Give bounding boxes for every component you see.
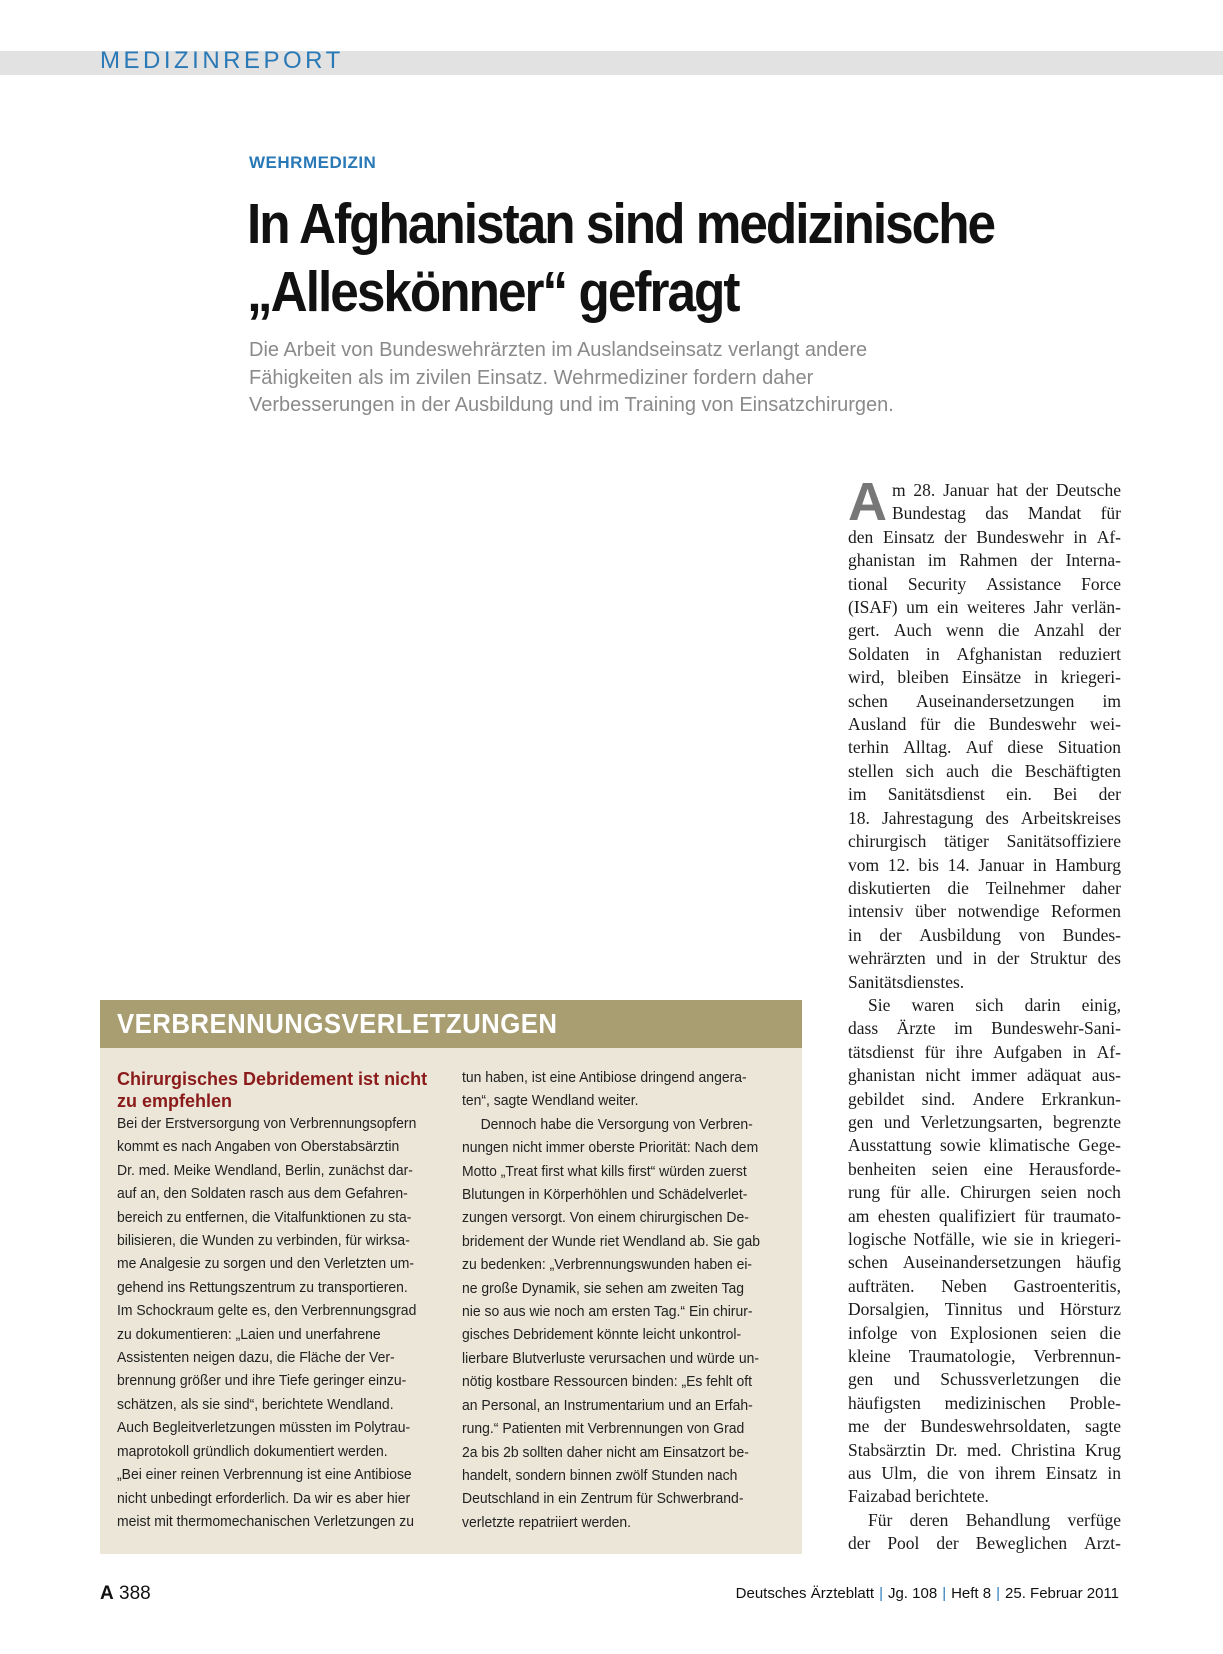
body-line: im Sanitätsdienst ein. Bei der	[848, 784, 1121, 805]
box-text-line: kommt es nach Angaben von Oberstabsärztin	[117, 1138, 400, 1156]
page-number	[100, 1583, 151, 1605]
box-text-line: me Analgesie zu sorgen und den Verletzten um-	[117, 1255, 415, 1273]
article-headline	[247, 190, 1057, 326]
box-title: VERBRENNUNGSVERLETZUNGEN	[117, 1008, 558, 1039]
body-line: benheiten seien eine Herausforde-	[848, 1158, 1121, 1179]
body-line: Ausland für die Bundeswehr wei-	[848, 714, 1121, 735]
body-line: Bundestag das Mandat für	[892, 503, 1121, 524]
body-line: Dorsalgien, Tinnitus und Hörsturz	[848, 1299, 1121, 1320]
body-line: der Pool der Beweglichen Arzt-	[848, 1533, 1121, 1554]
body-line: am ehesten qualifiziert für traumato-	[848, 1205, 1121, 1226]
body-line: diskutierten die Teilnehmer daher	[848, 877, 1121, 898]
headline-line: In Afghanistan sind medizinische	[247, 192, 995, 256]
body-line: Für deren Behandlung verfüge	[868, 1509, 1121, 1530]
box-text-line: „Bei einer reinen Verbrennung ist eine Antibiose	[117, 1466, 412, 1484]
box-text-line: tun haben, ist eine Antibiose dringend angera-	[462, 1069, 747, 1086]
body-line: Sie waren sich darin einig,	[868, 994, 1121, 1015]
body-line: wird, bleiben Einsätze in kriegeri-	[848, 667, 1121, 688]
sidebar-box	[100, 1000, 802, 1554]
body-line: wehrärzten und in der Struktur des	[848, 948, 1121, 969]
box-header	[100, 1000, 802, 1048]
footer-citation	[736, 1585, 1119, 1602]
box-subtitle-line: zu empfehlen	[117, 1091, 233, 1111]
body-line: Sanitätsdienstes.	[848, 971, 965, 992]
box-text-line: bilisieren, die Wunden zu verbinden, für wirksa-	[117, 1232, 410, 1250]
box-text-line: Bei der Erstversorgung von Verbrennungsopfern	[117, 1115, 417, 1132]
body-line: tätsdienst für ihre Aufgaben in Af-	[848, 1041, 1121, 1062]
separator: |	[996, 1585, 1001, 1602]
box-subtitle-line: Chirurgisches Debridement ist nicht	[117, 1069, 428, 1089]
box-subtitle	[117, 1068, 437, 1112]
box-text-line: bereich zu entfernen, die Vitalfunktionen zu sta-	[117, 1208, 412, 1226]
box-text-line: nungen nicht immer oberste Priorität: Nach dem	[462, 1139, 759, 1157]
body-line: (ISAF) um ein weiteres Jahr verlän-	[848, 597, 1121, 618]
body-line: logische Notfälle, wie sie in kriegeri-	[848, 1229, 1121, 1249]
separator: |	[879, 1585, 883, 1602]
standfirst-line: Die Arbeit von Bundeswehrärzten im Auslandseinsatz verlangt andere	[249, 339, 868, 361]
box-text-line: Im Schockraum gelte es, den Verbrennungsgrad	[117, 1302, 417, 1320]
article-body	[848, 472, 1121, 1556]
body-line: m 28. Januar hat der Deutsche	[892, 480, 1121, 500]
body-line: terhin Alltag. Auf diese Situation	[848, 737, 1121, 758]
body-line: gebildet sind. Andere Erkrankun-	[848, 1088, 1121, 1109]
body-line: ghanistan im Rahmen der Interna-	[848, 550, 1121, 571]
body-line: kleine Traumatologie, Verbrennun-	[848, 1346, 1121, 1367]
body-line: tional Security Assistance Force	[848, 573, 1121, 594]
box-text-line: Assistenten neigen dazu, die Fläche der Ver-	[117, 1349, 395, 1367]
box-text-line: Dennoch habe die Versorgung von Verbren-	[480, 1115, 753, 1133]
box-text-line: gehend ins Rettungszentrum zu transportieren.	[117, 1278, 408, 1296]
box-text-line: nie so aus wie noch am ersten Tag.“ Ein chirur-	[462, 1303, 753, 1321]
body-line: Faizabad berichtete.	[848, 1486, 989, 1507]
body-line: ghanistan nicht immer adäquat aus-	[848, 1065, 1121, 1086]
box-text-line: maprotokoll gründlich dokumentiert werden.	[117, 1442, 388, 1460]
box-text-line: gisches Debridement könnte leicht unkontrol-	[462, 1326, 742, 1344]
box-text-line: Motto „Treat first what kills first“ würden zuerst	[462, 1162, 747, 1180]
body-line: chirurgisch tätiger Sanitätsoffiziere	[848, 831, 1121, 852]
body-line: me der Bundeswehrsoldaten, sagte	[848, 1416, 1121, 1437]
box-text-line: brennung größer und ihre Tiefe geringer einzu-	[117, 1372, 407, 1390]
body-line: rung für alle. Chirurgen seien noch	[848, 1182, 1121, 1203]
box-text-line: meist mit thermomechanischen Verletzungen zu	[117, 1512, 414, 1530]
standfirst-line: Verbesserungen in der Ausbildung und im Training von Einsatzchirurgen.	[249, 394, 894, 416]
article-standfirst	[249, 337, 1009, 420]
box-text-line: 2a bis 2b sollten daher nicht am Einsatzort be-	[462, 1443, 749, 1461]
journal-name: Deutsches Ärzteblatt	[735, 1585, 875, 1602]
section-label: MEDIZINREPORT	[100, 47, 344, 74]
box-text-line: Deutschland in ein Zentrum für Schwerbrand-	[462, 1490, 744, 1508]
body-line: vom 12. bis 14. Januar in Hamburg	[848, 854, 1121, 875]
journal-date: 25. Februar 2011	[1005, 1585, 1119, 1602]
box-text-line: auf an, den Soldaten rasch aus dem Gefahren-	[117, 1185, 408, 1203]
separator: |	[942, 1585, 947, 1602]
body-line: Soldaten in Afghanistan reduziert	[848, 643, 1121, 664]
box-text-line: Auch Begleitverletzungen müssten im Polytrau-	[117, 1419, 411, 1437]
body-line: aufträten. Neben Gastroenteritis,	[848, 1275, 1121, 1296]
box-text-line: an Personal, an Instrumentarium und an Erfah-	[462, 1396, 753, 1414]
drop-cap: A	[848, 472, 887, 532]
body-line: dass Ärzte im Bundeswehr-Sani-	[848, 1018, 1121, 1039]
box-column-2	[462, 1066, 784, 1534]
box-text-line: nötig kostbare Ressourcen binden: „Es fehlt oft	[462, 1373, 753, 1391]
box-text-line: lierbare Blutverluste verursachen und würde un-	[462, 1349, 759, 1367]
body-line: schen Auseinandersetzungen im	[848, 690, 1121, 711]
body-line: gen und Verletzungsarten, begrenzte	[848, 1111, 1121, 1132]
box-text-line: verletzte repatriiert werden.	[462, 1513, 632, 1531]
page-prefix: A	[100, 1583, 114, 1604]
box-text-line: Blutungen in Körperhöhlen und Schädelverlet-	[462, 1186, 748, 1204]
body-line: Stabsärztin Dr. med. Christina Krug	[848, 1439, 1121, 1460]
box-text-line: schätzen, als sie sind“, berichtete Wendland.	[117, 1395, 394, 1413]
headline-line: „Alleskönner“ gefragt	[247, 260, 739, 324]
box-text-line: ne große Dynamik, sie sehen am zweiten Tag	[462, 1279, 744, 1297]
page-number-value: 388	[119, 1583, 151, 1604]
box-text-line: handelt, sondern binnen zwölf Stunden nach	[462, 1466, 738, 1484]
body-line: gen und Schussverletzungen die	[848, 1369, 1121, 1390]
body-line: den Einsatz der Bundeswehr in Af-	[848, 526, 1121, 547]
body-line: intensiv über notwendige Reformen	[848, 901, 1121, 922]
body-line: schen Auseinandersetzungen häufig	[848, 1252, 1121, 1273]
body-line: gert. Auch wenn die Anzahl der	[848, 620, 1121, 641]
body-line: 18. Jahrestagung des Arbeitskreises	[848, 807, 1121, 828]
box-text-line: ten“, sagte Wendland weiter.	[462, 1092, 639, 1110]
body-line: in der Ausbildung von Bundes-	[848, 924, 1121, 945]
body-line: infolge von Explosionen seien die	[848, 1322, 1121, 1343]
body-line: Ausstattung sowie klimatische Gege-	[848, 1135, 1121, 1156]
box-text-line: zu dokumentieren: „Laien und unerfahrene	[117, 1325, 381, 1343]
box-text-line: rung.“ Patienten mit Verbrennungen von Grad	[462, 1420, 745, 1438]
article-kicker: WEHRMEDIZIN	[249, 153, 377, 172]
box-text-line: Dr. med. Meike Wendland, Berlin, zunächst dar-	[117, 1161, 413, 1179]
body-line: häufigsten medizinischen Proble-	[848, 1392, 1121, 1413]
journal-issue: Heft 8	[951, 1585, 992, 1602]
standfirst-line: Fähigkeiten als im zivilen Einsatz. Wehrmediziner fordern daher	[249, 366, 814, 389]
box-text-line: zungen versorgt. Von einem chirurgischen De-	[462, 1209, 749, 1227]
journal-volume: Jg. 108	[887, 1585, 938, 1602]
box-text-line: bridement der Wunde riet Wendland ab. Sie gab	[462, 1232, 761, 1250]
body-line: aus Ulm, die von ihrem Einsatz in	[848, 1463, 1121, 1484]
box-text-line: zu bedenken: „Verbrennungswunden haben ei-	[462, 1256, 753, 1274]
body-line: stellen sich auch die Beschäftigten	[848, 760, 1121, 781]
box-text-line: nicht unbedingt erforderlich. Da wir es aber hier	[117, 1489, 411, 1507]
box-column-1	[117, 1112, 439, 1533]
